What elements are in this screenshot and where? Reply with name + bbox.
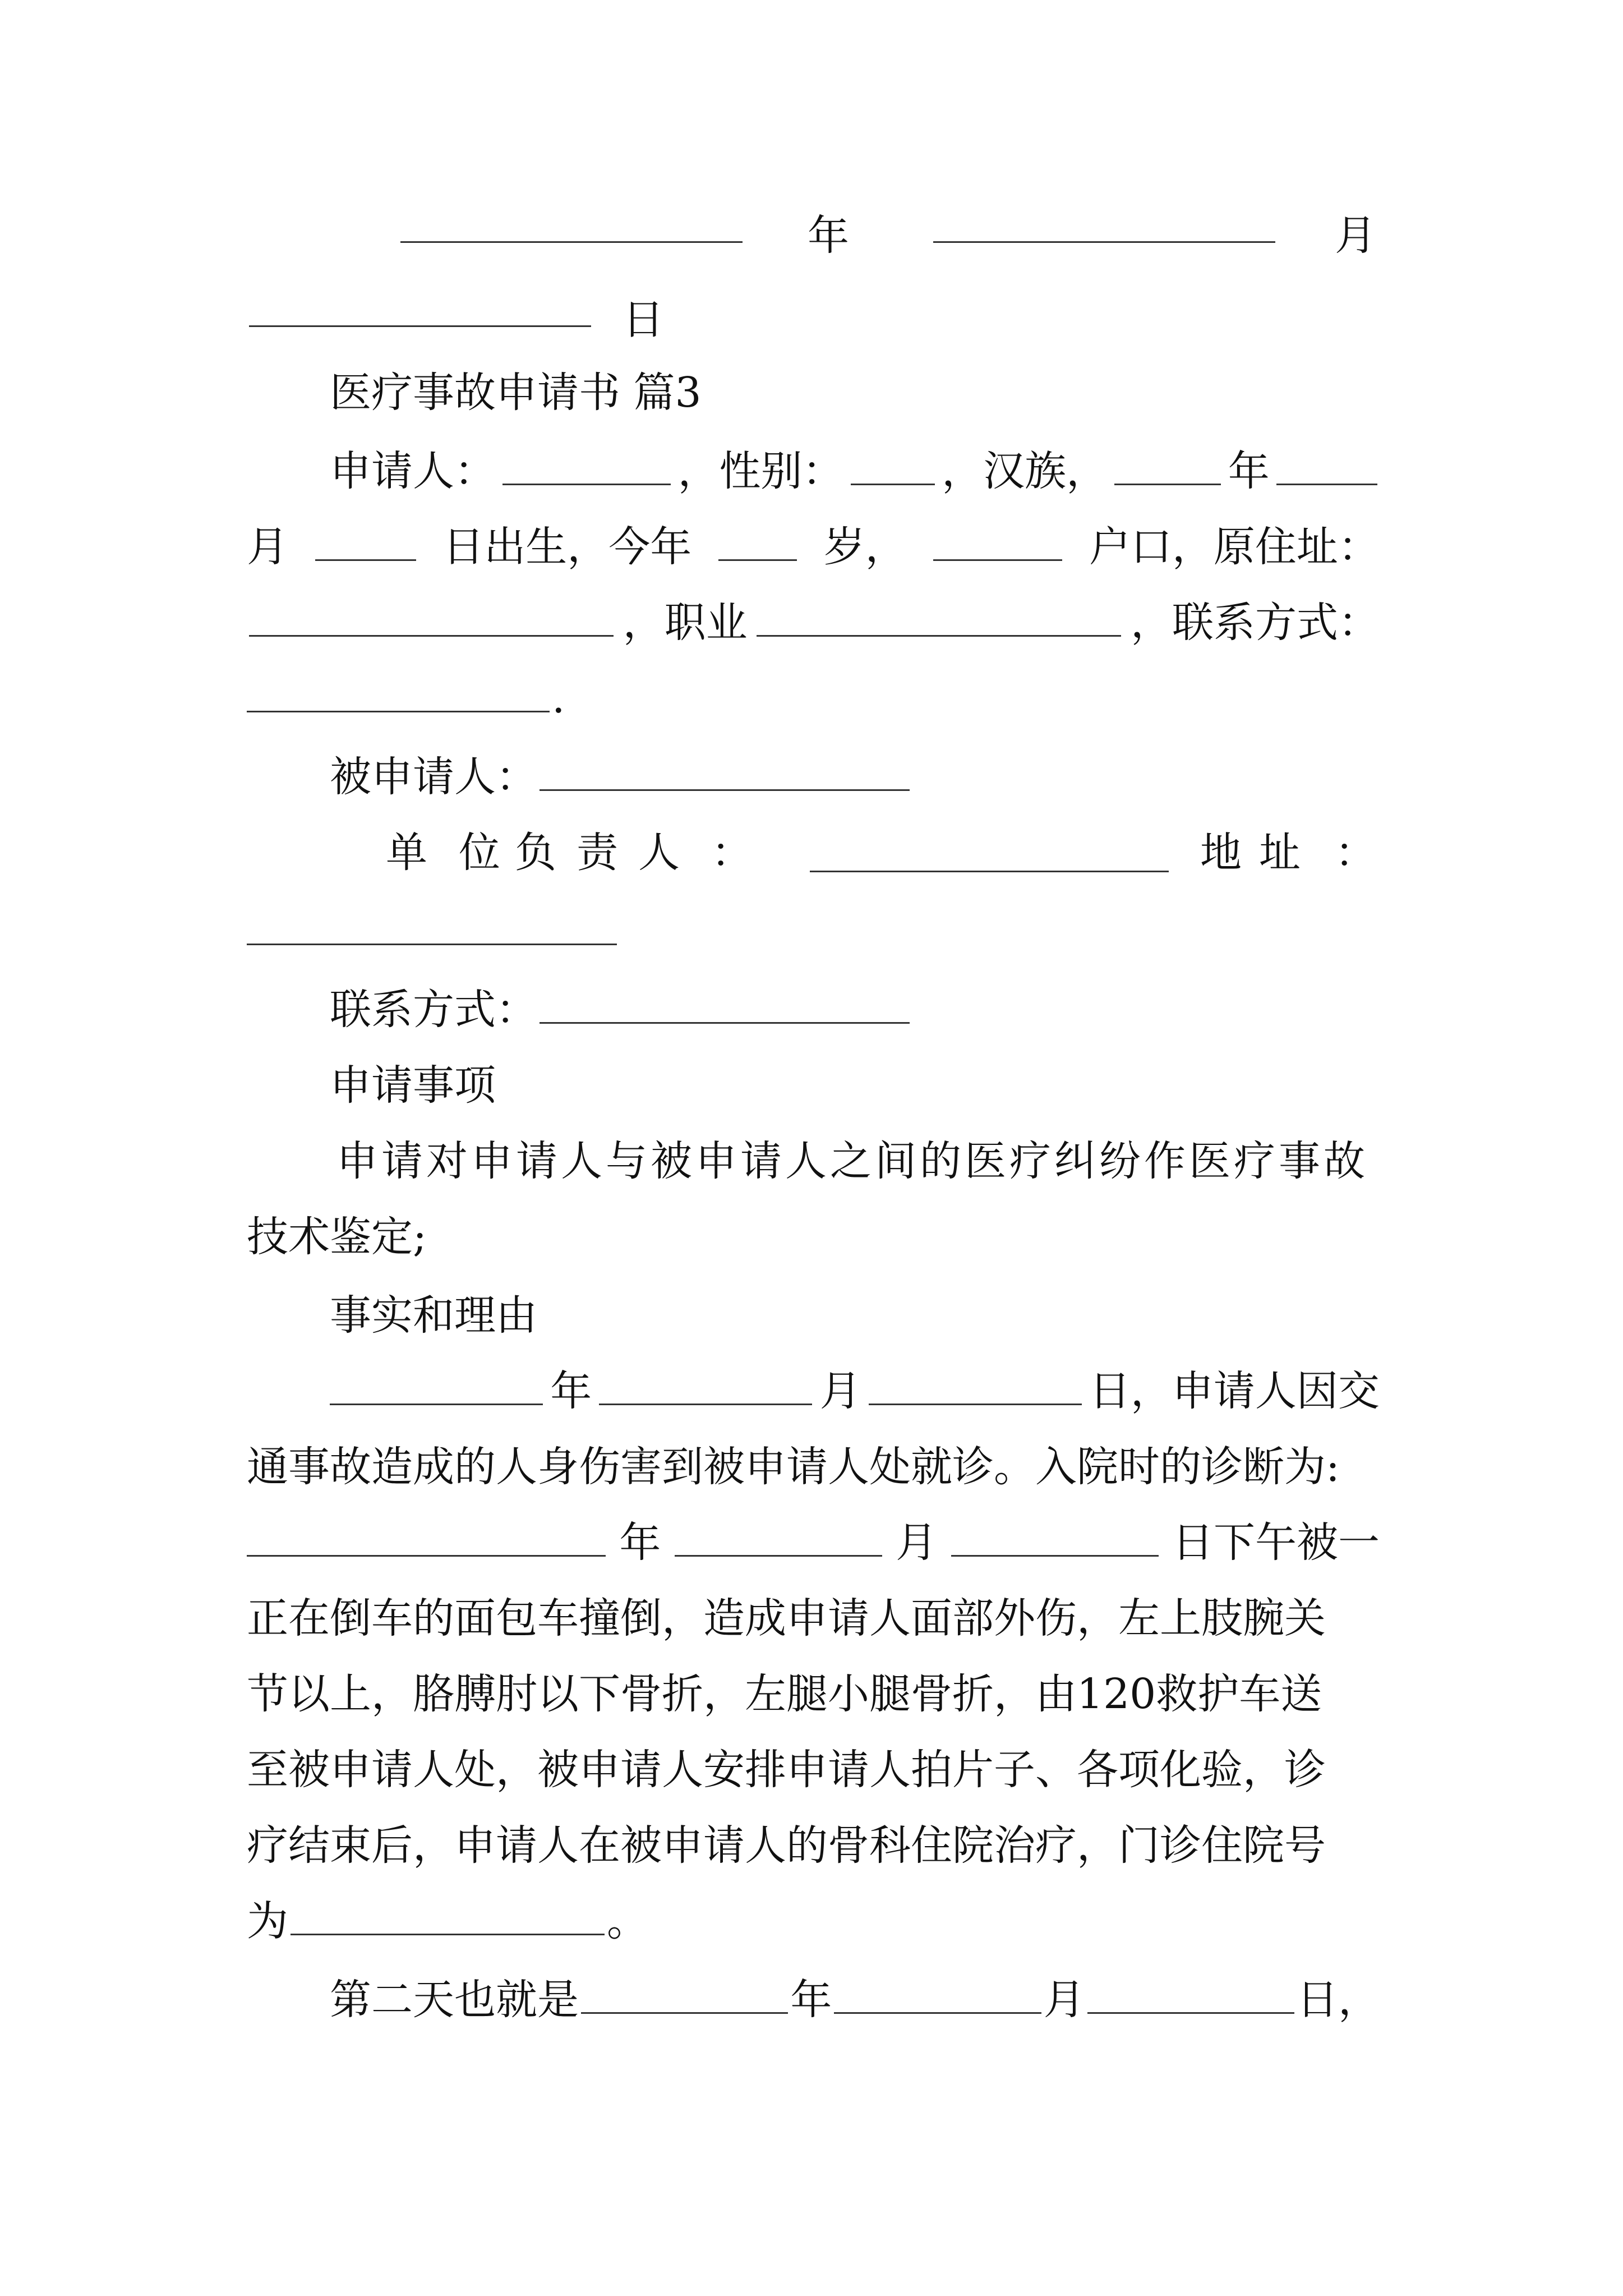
facts-line-7 (247, 1812, 1380, 1879)
matters-text-2: 技术鉴定; (247, 1213, 427, 1261)
day-line (247, 286, 1380, 353)
nextday-month-blank[interactable] (834, 1973, 1041, 2014)
facts-line-3 (247, 1509, 1380, 1576)
accident-month-label: 月 (819, 1367, 861, 1415)
nextday-month-label: 月 (1043, 1976, 1085, 2024)
applicant-name-blank[interactable] (502, 444, 671, 485)
address-blank[interactable] (249, 596, 614, 637)
applicant-line-3 (247, 589, 1380, 656)
addr-char-3: ： (1335, 829, 1376, 877)
respondent-blank[interactable] (540, 750, 910, 791)
diag-day-blank[interactable] (951, 1516, 1159, 1557)
birth-month-blank[interactable] (1276, 444, 1377, 485)
nextday-year-label: 年 (790, 1976, 832, 2024)
matters-heading (247, 1052, 1463, 1119)
respondent-contact-label: 联系方式： (330, 986, 537, 1034)
leader-char-5: 人 (638, 829, 680, 877)
facts-text-6: 至被申请人处，被申请人安排申请人拍片子、各项化验，诊 (247, 1746, 1326, 1794)
respondent-contact-line (247, 976, 1463, 1043)
accident-year-label: 年 (550, 1367, 592, 1415)
addr-char-2: 址 (1259, 829, 1301, 877)
diag-year-label: 年 (619, 1519, 661, 1567)
admission-number-blank[interactable] (291, 1894, 605, 1935)
accident-month-blank[interactable] (599, 1364, 812, 1405)
nextday-year-blank[interactable] (581, 1973, 788, 2014)
matters-line-1 (336, 1128, 1380, 1195)
facts-text-5: 节以上，胳膊肘以下骨折，左腿小腿骨折，由120救护车送 (247, 1670, 1322, 1718)
accident-day-label: 日，申请人因交 (1089, 1367, 1380, 1415)
job-blank[interactable] (757, 596, 1121, 637)
leader-char-6: ： (711, 829, 753, 877)
ethnicity-label: ，汉族， (942, 447, 1108, 495)
facts-line-1 (330, 1358, 1380, 1425)
born-label: 日出生，今年 (442, 523, 692, 571)
respondent-address-blank[interactable] (247, 904, 617, 945)
birth-year-blank[interactable] (1114, 444, 1221, 485)
nextday-day-label: 日， (1296, 1976, 1380, 2024)
facts-text-4: 正在倒车的面包车撞倒，造成申请人面部外伤，左上肢腕关 (247, 1594, 1326, 1642)
matters-line-2 (247, 1203, 1380, 1271)
accident-year-blank[interactable] (330, 1364, 543, 1405)
facts-heading-text: 事实和理由 (330, 1291, 537, 1340)
date-line (247, 202, 1380, 269)
gender-blank[interactable] (851, 444, 935, 485)
hukou-blank[interactable] (933, 520, 1062, 561)
applicant-label: 申请人： (330, 447, 496, 495)
nextday-day-blank[interactable] (1087, 1973, 1294, 2014)
facts-text-2: 通事故造成的人身伤害到被申请人处就诊。入院时的诊断为: (247, 1443, 1340, 1491)
accident-day-blank[interactable] (869, 1364, 1082, 1405)
leader-line (0, 819, 1623, 886)
facts-text-8b: 。 (607, 1897, 648, 1945)
diag-day-label: 日下午被一 (1172, 1519, 1380, 1567)
applicant-line-2 (247, 513, 1380, 581)
period: . (552, 674, 565, 723)
leader-char-4: 责 (577, 829, 618, 877)
applicant-line-1 (330, 438, 1380, 505)
addr-char-1: 地 (1200, 829, 1242, 877)
leader-char-1: 单 (386, 829, 427, 877)
leader-char-3: 负 (515, 829, 556, 877)
birth-month-label: 月 (247, 523, 288, 571)
facts-text-8a: 为 (247, 1897, 288, 1945)
age-blank[interactable] (718, 520, 797, 561)
job-label: ，职业 (623, 599, 748, 647)
respondent-contact-blank[interactable] (540, 983, 910, 1024)
gender-label: ，性别： (677, 447, 844, 495)
diagnosis-blank[interactable] (247, 1516, 606, 1557)
leader-blank[interactable] (810, 831, 1169, 872)
facts-p2-start: 第二天也就是 (330, 1976, 579, 2024)
facts-line-2 (247, 1433, 1380, 1501)
age-label: 岁， (823, 523, 907, 571)
contact-label: ，联系方式： (1130, 599, 1380, 647)
year-char: 年 (808, 211, 849, 260)
facts-line-8 (247, 1888, 1380, 1955)
contact-blank[interactable] (247, 671, 550, 712)
title-text: 医疗事故申请书 篇3 (330, 369, 702, 417)
diag-month-blank[interactable] (675, 1516, 882, 1557)
facts-text-7: 疗结束后，申请人在被申请人的骨科住院治疗，门诊住院号 (247, 1821, 1326, 1870)
facts-line-6 (247, 1736, 1380, 1803)
matters-heading-text: 申请事项 (330, 1061, 496, 1110)
birth-day-blank[interactable] (315, 520, 416, 561)
day-char: 日 (623, 296, 664, 344)
diag-month-label: 月 (896, 1519, 938, 1567)
facts-line-4 (247, 1585, 1380, 1652)
document-title (247, 359, 1463, 426)
birth-year-label: 年 (1228, 447, 1270, 495)
day-blank[interactable] (249, 286, 591, 327)
month-blank[interactable] (933, 202, 1275, 243)
matters-text-1: 申请对申请人与被申请人之间的医疗纠纷作医疗事故 (336, 1137, 1368, 1185)
address-blank-line (247, 898, 1380, 965)
year-blank[interactable] (400, 202, 743, 243)
respondent-label: 被申请人： (330, 753, 537, 801)
month-char: 月 (1335, 211, 1376, 260)
leader-char-2: 位 (459, 829, 500, 877)
facts-heading (247, 1282, 1463, 1349)
hukou-label: 户口，原住址： (1089, 523, 1380, 571)
facts-line-5 (247, 1660, 1380, 1728)
facts-line-9 (330, 1966, 1380, 2033)
applicant-line-4 (247, 665, 1380, 732)
respondent-line (247, 743, 1463, 811)
